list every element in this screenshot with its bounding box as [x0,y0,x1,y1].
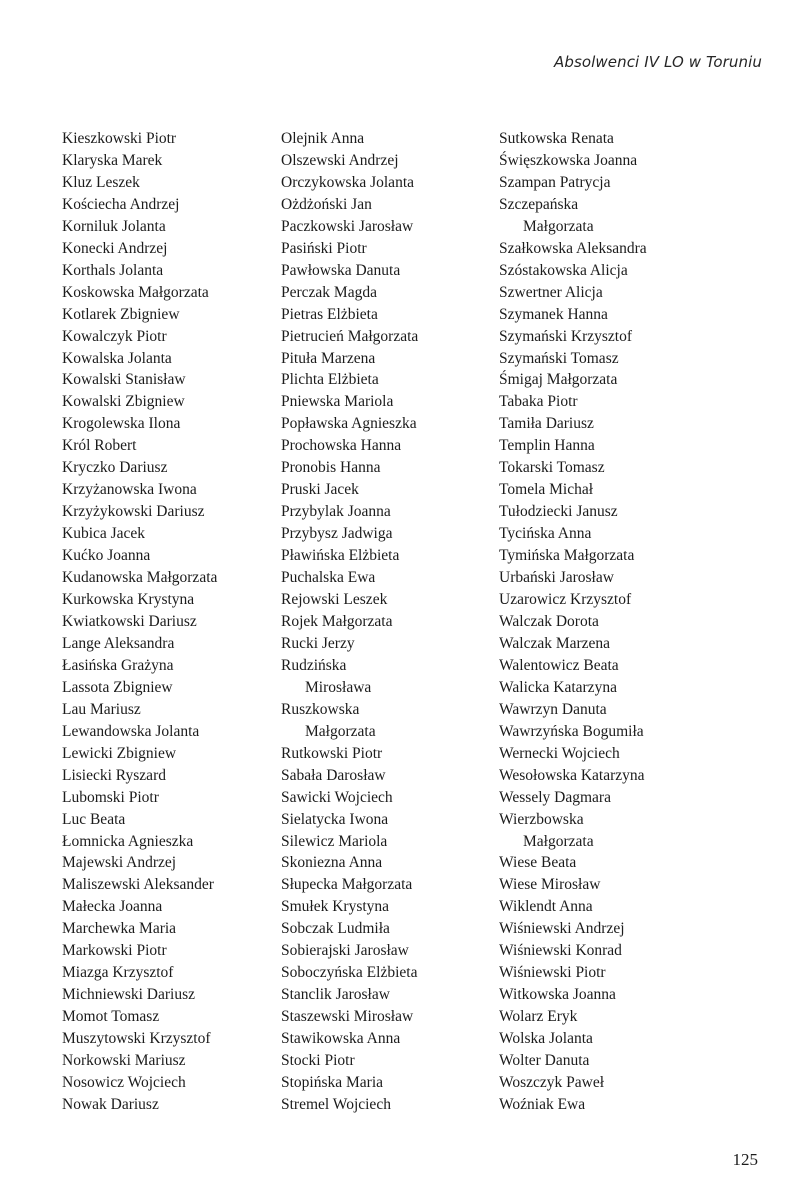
name-entry-continuation: Małgorzata [305,722,376,740]
name-entry: Kowalski Zbigniew [62,393,185,411]
name-entry: Wierzbowska [499,810,584,828]
name-entry: Rutkowski Piotr [281,744,383,762]
name-entry: Marchewka Maria [62,920,177,938]
name-entry: Walczak Marzena [499,634,611,652]
name-entry: Kryczko Dariusz [62,459,168,477]
name-entry: Stawikowska Anna [281,1030,401,1048]
name-entry: Pietras Elżbieta [281,305,378,323]
name-entry: Szymański Krzysztof [499,327,633,345]
name-entry: Kurkowska Krystyna [62,591,195,609]
name-entry: Kieszkowski Piotr [62,130,177,147]
name-entry: Wolter Danuta [499,1052,590,1070]
name-entry: Tomela Michał [499,481,594,499]
name-entry: Staszewski Mirosław [281,1008,414,1026]
name-entry: Tamiła Dariusz [499,415,594,433]
name-entry: Kućko Joanna [62,547,151,565]
name-entry: Łasińska Grażyna [62,656,174,674]
name-entry: Norkowski Mariusz [62,1052,186,1070]
name-entry: Szczepańska [499,195,579,213]
name-entry: Kotlarek Zbigniew [62,305,180,323]
name-entry: Kubica Jacek [62,525,146,543]
name-entry: Tycińska Anna [499,525,592,543]
name-entry: Kościecha Andrzej [62,195,180,213]
name-entry: Wiese Beata [499,854,577,872]
name-entry: Lubomski Piotr [62,788,159,806]
name-entry: Pławińska Elżbieta [281,547,400,565]
name-entry: Lange Aleksandra [62,634,175,652]
name-entry: Pituła Marzena [281,349,376,367]
name-entry: Michniewski Dariusz [62,986,196,1004]
name-entry: Maliszewski Aleksander [62,876,214,894]
name-entry: Wolarz Eryk [499,1008,578,1026]
name-entry: Małecka Joanna [62,898,163,916]
name-entry: Śmigaj Małgorzata [499,371,618,389]
name-entry: Wernecki Wojciech [499,744,620,762]
name-entry: Woszczyk Paweł [499,1073,605,1091]
name-entry: Perczak Magda [281,283,377,301]
name-entry: Paczkowski Jarosław [281,217,414,235]
name-entry: Kluz Leszek [62,173,140,191]
name-entry: Tabaka Piotr [499,393,578,411]
name-entry: Stremel Wojciech [281,1095,391,1113]
name-list [0,128,804,1128]
name-entry: Sielatycka Iwona [281,810,389,828]
name-entry: Urbański Jarosław [499,569,614,587]
name-entry: Tokarski Tomasz [499,459,605,477]
name-entry: Kwiatkowski Dariusz [62,612,197,630]
name-entry: Templin Hanna [499,437,595,455]
name-entry: Nosowicz Wojciech [62,1073,186,1091]
name-entry: Kudanowska Małgorzata [62,569,218,587]
name-entry: Przybysz Jadwiga [281,525,393,543]
name-entry: Olszewski Andrzej [281,151,399,169]
name-entry: Krzyżanowska Iwona [62,481,197,499]
name-entry: Pronobis Hanna [281,459,381,477]
page-number: 125 [732,1150,758,1169]
name-column-3 [499,128,704,1116]
name-entry: Sutkowska Renata [499,130,614,147]
name-entry: Pietrucień Małgorzata [281,327,419,345]
name-entry: Stocki Piotr [281,1052,355,1070]
name-entry: Kowalski Stanisław [62,371,186,389]
name-entry: Uzarowicz Krzysztof [499,591,632,609]
name-entry: Wawrzyn Danuta [499,700,607,718]
name-entry: Skoniezna Anna [281,854,383,872]
name-entry: Łomnicka Agnieszka [62,832,194,850]
running-header: Absolwenci IV LO w Toruniu [553,53,762,71]
name-entry: Wawrzyńska Bogumiła [499,722,644,740]
name-entry: Wiese Mirosław [499,876,601,894]
name-column-1 [62,128,267,1116]
name-entry: Rucki Jerzy [281,634,355,652]
name-entry: Wiklendt Anna [499,898,593,916]
name-entry: Krzyżykowski Dariusz [62,503,205,521]
name-entry: Lewandowska Jolanta [62,722,200,740]
name-entry: Lassota Zbigniew [62,678,173,696]
name-entry: Słupecka Małgorzata [281,876,413,894]
name-entry: Tymińska Małgorzata [499,547,635,565]
name-entry: Stanclik Jarosław [281,986,390,1004]
name-entry: Konecki Andrzej [62,239,168,257]
name-entry: Wiśniewski Konrad [499,942,622,960]
name-entry: Lisiecki Ryszard [62,766,166,784]
name-entry: Miazga Krzysztof [62,964,174,982]
name-entry: Szymański Tomasz [499,349,619,367]
name-entry: Puchalska Ewa [281,569,376,587]
name-entry: Pniewska Mariola [281,393,394,411]
name-entry: Rudzińska [281,656,347,674]
name-entry: Wessely Dagmara [499,788,611,806]
name-entry: Sobierajski Jarosław [281,942,409,960]
name-entry: Wesołowska Katarzyna [499,766,645,784]
name-entry: Święszkowska Joanna [499,151,638,169]
name-entry: Sobczak Ludmiła [281,920,390,938]
name-entry: Markowski Piotr [62,942,167,960]
name-entry: Szałkowska Aleksandra [499,239,647,257]
name-entry: Przybylak Joanna [281,503,391,521]
name-entry: Sabała Darosław [281,766,386,784]
name-entry: Olejnik Anna [281,130,365,147]
name-entry: Prochowska Hanna [281,437,402,455]
name-entry: Soboczyńska Elżbieta [281,964,418,982]
name-entry: Szymanek Hanna [499,305,608,323]
name-entry: Muszytowski Krzysztof [62,1030,211,1048]
name-entry: Wiśniewski Piotr [499,964,606,982]
name-entry: Szwertner Alicja [499,283,603,301]
name-entry: Kowalczyk Piotr [62,327,167,345]
name-entry: Szampan Patrycja [499,173,611,191]
name-entry: Witkowska Joanna [499,986,616,1004]
name-entry: Tułodziecki Janusz [499,503,618,521]
name-entry: Orczykowska Jolanta [281,173,414,191]
name-entry: Korthals Jolanta [62,261,164,279]
name-entry: Pasiński Piotr [281,239,367,257]
name-entry: Pawłowska Danuta [281,261,401,279]
name-entry: Rejowski Leszek [281,591,388,609]
name-entry: Popławska Agnieszka [281,415,417,433]
name-entry: Walentowicz Beata [499,656,619,674]
name-entry: Silewicz Mariola [281,832,388,850]
name-entry: Korniluk Jolanta [62,217,166,235]
name-entry: Pruski Jacek [281,481,359,499]
name-entry: Sawicki Wojciech [281,788,393,806]
name-entry: Momot Tomasz [62,1008,160,1026]
name-entry: Lau Mariusz [62,700,141,718]
name-entry: Ruszkowska [281,700,360,718]
name-entry: Rojek Małgorzata [281,612,393,630]
name-entry: Plichta Elżbieta [281,371,379,389]
name-entry: Ożdżoński Jan [281,195,372,213]
name-column-2 [281,128,486,1116]
name-entry: Wolska Jolanta [499,1030,593,1048]
name-entry: Walicka Katarzyna [499,678,617,696]
name-entry: Luc Beata [62,810,126,828]
name-entry: Woźniak Ewa [499,1095,586,1113]
name-entry: Król Robert [62,437,137,455]
name-entry-continuation: Małgorzata [523,832,594,850]
name-entry: Majewski Andrzej [62,854,177,872]
name-entry: Nowak Dariusz [62,1095,159,1113]
name-entry: Krogolewska Ilona [62,415,181,433]
name-entry: Smułek Krystyna [281,898,390,916]
name-entry-continuation: Mirosława [305,678,372,696]
name-entry-continuation: Małgorzata [523,217,594,235]
name-entry: Wiśniewski Andrzej [499,920,625,938]
name-entry: Klaryska Marek [62,151,163,169]
name-entry: Kowalska Jolanta [62,349,172,367]
name-entry: Koskowska Małgorzata [62,283,209,301]
name-entry: Stopińska Maria [281,1073,384,1091]
name-entry: Lewicki Zbigniew [62,744,177,762]
name-entry: Walczak Dorota [499,612,599,630]
name-entry: Szóstakowska Alicja [499,261,628,279]
